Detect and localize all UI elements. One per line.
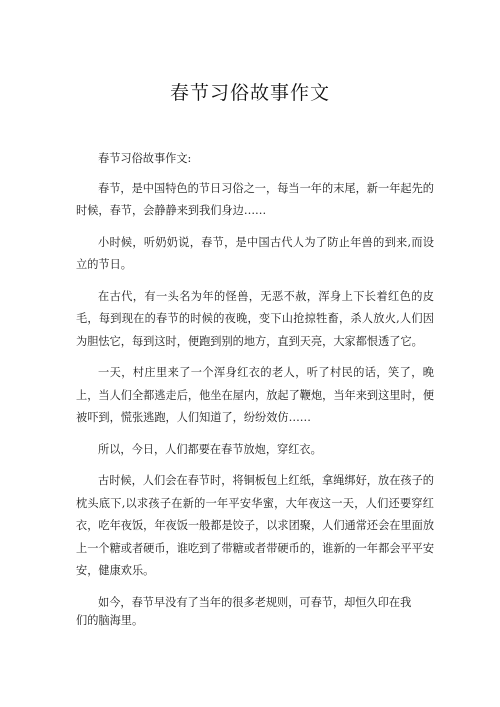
paragraph-continuation: 们的脑海里。 xyxy=(76,614,144,627)
paragraph: 小时候，听奶奶说，春节，是中国古代人为了防止年兽的到来,而设立的节日。 xyxy=(76,235,434,271)
paragraph: 所以，今日，人们都要在春节放炮，穿红衣。 xyxy=(98,442,322,456)
paragraph: 一天，村庄里来了一个浑身红衣的老人，听了村民的话，笑了，晚上，当人们全都逃走后，他坐在屋内，放起了鞭炮，当年来到这里时，便被吓到，慌张逃跑，人们知道了，纷纷效仿…… xyxy=(76,366,435,424)
document-body xyxy=(76,148,434,623)
document-title: 春节习俗故事作文 xyxy=(169,82,330,104)
paragraph: 在古代，有一头名为年的怪兽，无恶不赦，浑身上下长着红色的皮毛，每到现在的春节的时候的夜晚，变下山抢掠牲畜，杀人放火,人们因为胆怯它，每到这时，便跑到别的地方，直到天亮，大家都恨透了它。 xyxy=(76,289,434,348)
paragraph: 古时候，人们会在春节时，将铜板包上红纸，拿绳绑好，放在孩子的枕头底下,以求孩子在新的一年平安华蜜，大年夜这一天，人们还要穿红衣，吃年夜饭，年夜饭一般都是饺子，以求团聚，人们通常还会在里面放上一个糖或者硬币，谁吃到了带糖或者带硬币的，谁新的一年都会平平安安，健康欢乐。 xyxy=(76,474,435,577)
paragraph: 春节，是中国特色的节日习俗之一，每当一年的末尾，新一年起先的时候，春节，会静静来到我们身边…… xyxy=(76,181,434,217)
paragraph-intro: 春节习俗故事作文: xyxy=(98,152,192,165)
paragraph: 如今，春节早没有了当年的很多老规则，可春节，却恒久印在我 xyxy=(98,595,412,609)
